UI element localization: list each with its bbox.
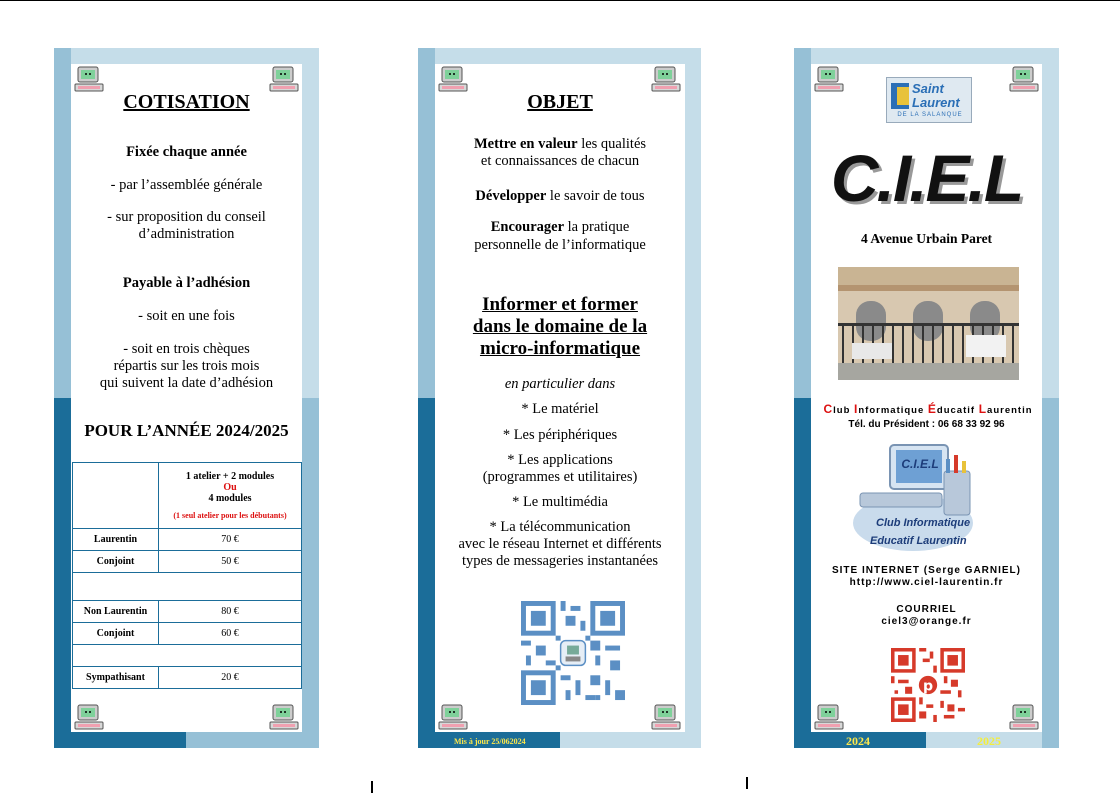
- table-row: [73, 573, 302, 601]
- address: 4 Avenue Urbain Paret: [860, 231, 993, 246]
- payable-title: Payable à l’adhésion: [122, 275, 251, 291]
- logo-laurent: Laurent: [912, 95, 960, 110]
- president-phone: Tél. du Président : 06 68 33 92 96: [848, 419, 1005, 430]
- item-telecom: * La télécommunication: [489, 519, 631, 535]
- year-right: 2025: [977, 734, 1001, 748]
- table-row: Laurentin 70 €: [73, 529, 302, 551]
- computer-icon: [811, 64, 847, 94]
- headline-line-2: dans le domaine de la: [472, 316, 648, 337]
- updated-date: Mis à jour 25/062024: [454, 737, 526, 746]
- panel-ciel: [794, 48, 1059, 748]
- objet-p1: Mettre en valeur les qualités: [473, 136, 647, 152]
- qr-code-icon: [891, 648, 965, 722]
- payable-line-2c: qui suivent la date d’adhésion: [99, 375, 274, 391]
- computer-icon: [71, 702, 107, 732]
- table-row: Conjoint 60 €: [73, 623, 302, 645]
- logo-salanque: DE LA SALANQUE: [897, 112, 963, 118]
- fixed-title: Fixée chaque année: [126, 144, 247, 160]
- header-line-2: 4 modules: [208, 492, 252, 504]
- item-materiel: * Le matériel: [521, 401, 599, 417]
- table-row: [73, 463, 302, 529]
- computer-icon: [1006, 64, 1042, 94]
- table-row: Conjoint 50 €: [73, 551, 302, 573]
- headline-line-3: micro-informatique: [479, 338, 641, 359]
- top-rule: [0, 0, 1120, 1]
- header-line-1: 1 atelier + 2 modules: [185, 470, 275, 482]
- objet-p3: Encourager la pratique: [490, 219, 630, 235]
- site-url[interactable]: http://www.ciel-laurentin.fr: [849, 577, 1004, 588]
- in-particular: en particulier dans: [504, 376, 616, 392]
- mail-label: COURRIEL: [896, 604, 957, 615]
- table-row: Non Laurentin 80 €: [73, 601, 302, 623]
- logo-saint: Saint: [912, 81, 944, 96]
- table-row: [73, 645, 302, 667]
- payable-line-2a: - soit en trois chèques: [123, 341, 250, 357]
- computer-icon: [648, 702, 684, 732]
- headline-line-1: Informer et former: [482, 294, 638, 315]
- panel-objet: [418, 48, 701, 748]
- year-title: POUR L’ANNÉE 2024/2025: [84, 421, 289, 440]
- item-telecom-line2: avec le réseau Internet et différents: [458, 536, 662, 552]
- site-label: SITE INTERNET (Serge GARNIEL): [831, 565, 1021, 576]
- price-table: [72, 462, 302, 689]
- computer-icon: [1006, 702, 1042, 732]
- club-logo: [848, 441, 978, 559]
- table-row: Sympathisant 20 €: [73, 667, 302, 689]
- payable-line-2b: répartis sur les trois mois: [113, 358, 260, 374]
- svg-text:p: p: [922, 678, 934, 695]
- fixed-line-1: - par l’assemblée générale: [110, 177, 263, 193]
- item-peripheriques: * Les périphériques: [502, 427, 618, 443]
- item-multimedia: * Le multimédia: [512, 494, 608, 510]
- panel-cotisation: [54, 48, 319, 748]
- objet-p2: Développer le savoir de tous: [475, 188, 645, 204]
- saint-laurent-logo: [886, 77, 972, 123]
- objet-title: OBJET: [527, 91, 593, 113]
- item-applications-detail: (programmes et utilitaires): [482, 469, 638, 485]
- club-logo-line1: Club Informatique: [876, 517, 971, 529]
- cotisation-title: COTISATION: [123, 91, 250, 113]
- objet-p3-line2: personnelle de l’informatique: [474, 237, 646, 253]
- payable-line-1: - soit en une fois: [138, 308, 235, 324]
- qr-code-icon: [521, 601, 625, 705]
- fixed-line-2a: - sur proposition du conseil: [107, 209, 266, 225]
- computer-icon: [435, 702, 471, 732]
- brand-title: C.I.E.L: [830, 141, 1023, 215]
- fixed-line-2b: d’administration: [138, 226, 235, 242]
- club-name: Club Informatique Éducatif Laurentin: [823, 402, 1033, 416]
- fold-mark: [746, 777, 748, 789]
- year-left: 2024: [846, 734, 870, 748]
- computer-icon: [266, 702, 302, 732]
- item-telecom-line3: types de messageries instantanées: [461, 553, 659, 569]
- mail-value[interactable]: ciel3@orange.fr: [881, 616, 972, 627]
- building-photo: [838, 267, 1019, 380]
- computer-icon: [811, 702, 847, 732]
- club-logo-ciel: C.I.E.L: [901, 457, 939, 471]
- item-applications: * Les applications: [507, 452, 613, 468]
- header-note: (1 seul atelier pour les débutants): [173, 510, 287, 520]
- club-logo-line2: Educatif Laurentin: [870, 535, 967, 547]
- header-or: Ou: [223, 481, 237, 493]
- objet-p1-line2: et connaissances de chacun: [480, 153, 640, 169]
- fold-mark: [371, 781, 373, 793]
